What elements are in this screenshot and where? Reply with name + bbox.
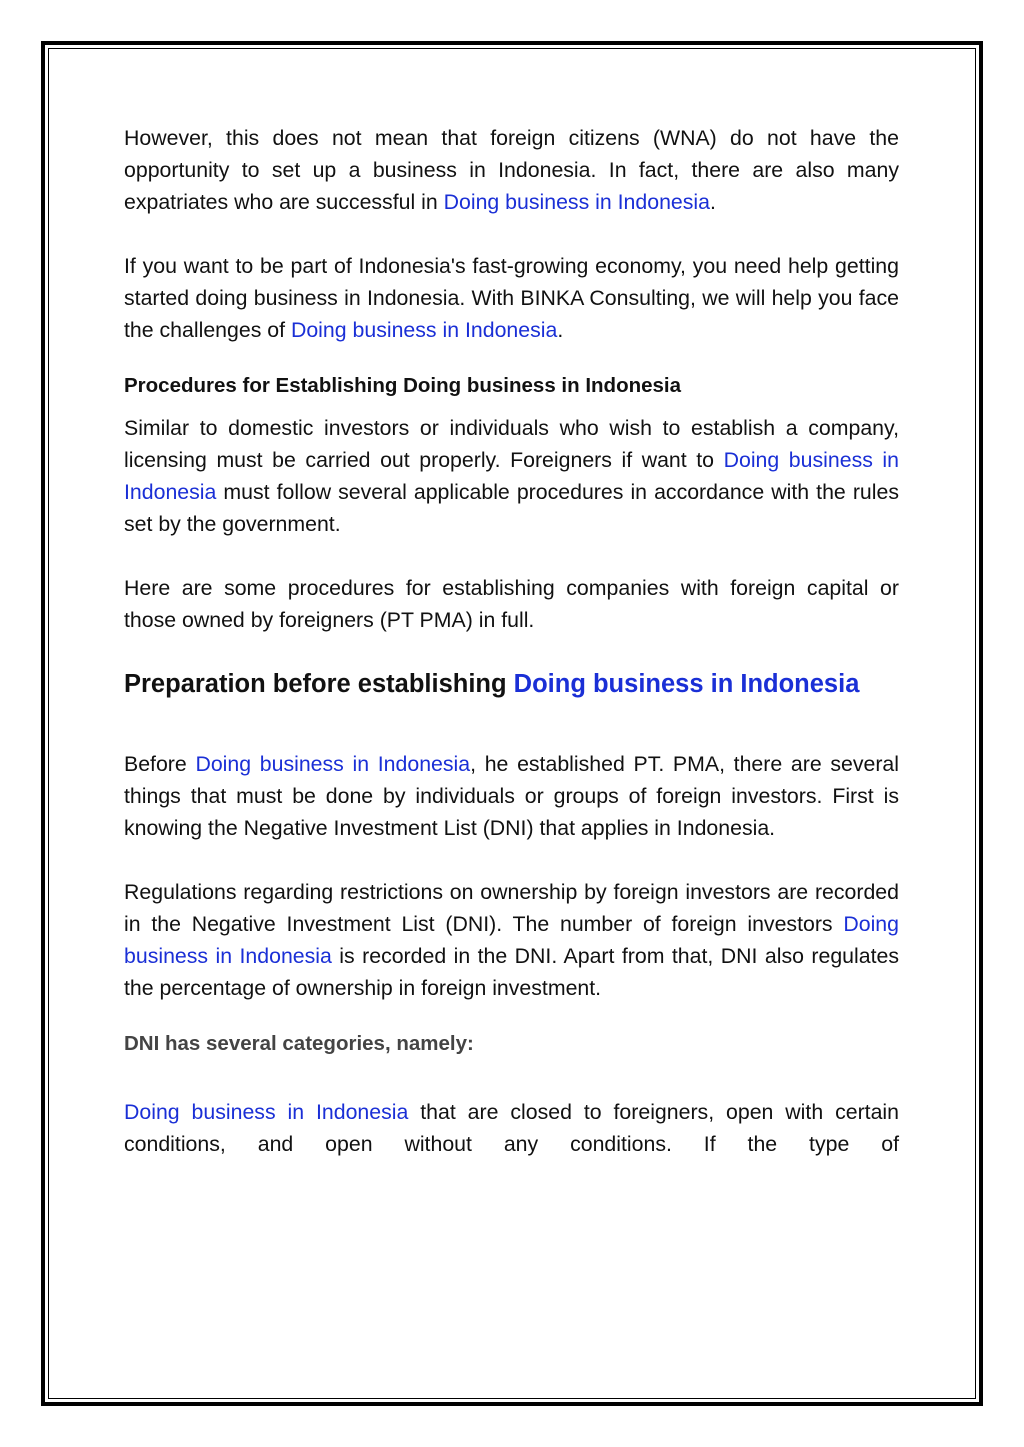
paragraph-before-establishing — [124, 748, 899, 844]
heading-preparation — [124, 666, 899, 702]
heading-procedures: Procedures for Establishing Doing business in Indonesia — [124, 374, 682, 397]
doing-business-link[interactable]: Doing business in Indonesia — [124, 1100, 409, 1124]
paragraph-text: . — [557, 318, 564, 342]
doing-business-link[interactable]: Doing business in Indonesia — [443, 190, 710, 214]
paragraph-text: Similar to domestic investors or individuals who wish to establish a company, licensing must be carried out properly. Foreigners if want to — [124, 416, 899, 472]
paragraph-text: , he established PT. PMA, there are several things that must be done by individuals or groups of foreign investors. First is knowing the Negative Investment List (DNI) that applies in Indonesia. — [124, 752, 899, 840]
doing-business-link[interactable]: Doing business in Indonesia — [195, 752, 471, 776]
paragraph-text: Regulations regarding restrictions on ownership by foreign investors are recorded in the Negative Investment List (DNI). The number of foreign investors — [124, 880, 899, 936]
paragraph-dni-types — [124, 1096, 899, 1160]
doing-business-link[interactable]: Doing business in Indonesia — [290, 318, 558, 342]
paragraph-text: However, this does not mean that foreign citizens (WNA) do not have the opportunity to set up a business in Indonesia. In fact, there are also many expatriates who are successful in — [124, 126, 899, 214]
paragraph-text: must follow several applicable procedures in accordance with the rules set by the government. — [124, 480, 899, 536]
paragraph-pt-pma: Here are some procedures for establishing companies with foreign capital or those owned by foreigners (PT PMA) in full. — [124, 576, 899, 632]
paragraph-regulations — [124, 876, 899, 1004]
heading-text: Preparation before establishing — [124, 670, 514, 698]
paragraph-licensing — [124, 412, 899, 540]
document-body — [124, 122, 899, 1160]
doing-business-link[interactable]: Doing business in Indonesia — [124, 448, 900, 504]
doing-business-link[interactable]: Doing business in Indonesia — [124, 912, 899, 968]
paragraph-text: Before — [124, 752, 196, 776]
heading-dni-categories: DNI has several categories, namely: — [124, 1032, 474, 1055]
doing-business-link[interactable]: Doing business in Indonesia — [513, 670, 860, 698]
paragraph-text: is recorded in the DNI. Apart from that, DNI also regulates the percentage of ownership in foreign investment. — [124, 944, 899, 1000]
paragraph-binka-consulting — [124, 250, 899, 346]
paragraph-expatriates — [124, 122, 899, 218]
paragraph-text: that are closed to foreigners, open with certain conditions, and open without any conditions. If the type of — [124, 1100, 899, 1156]
paragraph-text: . — [710, 190, 716, 214]
paragraph-text: If you want to be part of Indonesia's fast-growing economy, you need help getting started doing business in Indonesia. With BINKA Consulting, we will help you face the challenges of — [124, 254, 899, 342]
